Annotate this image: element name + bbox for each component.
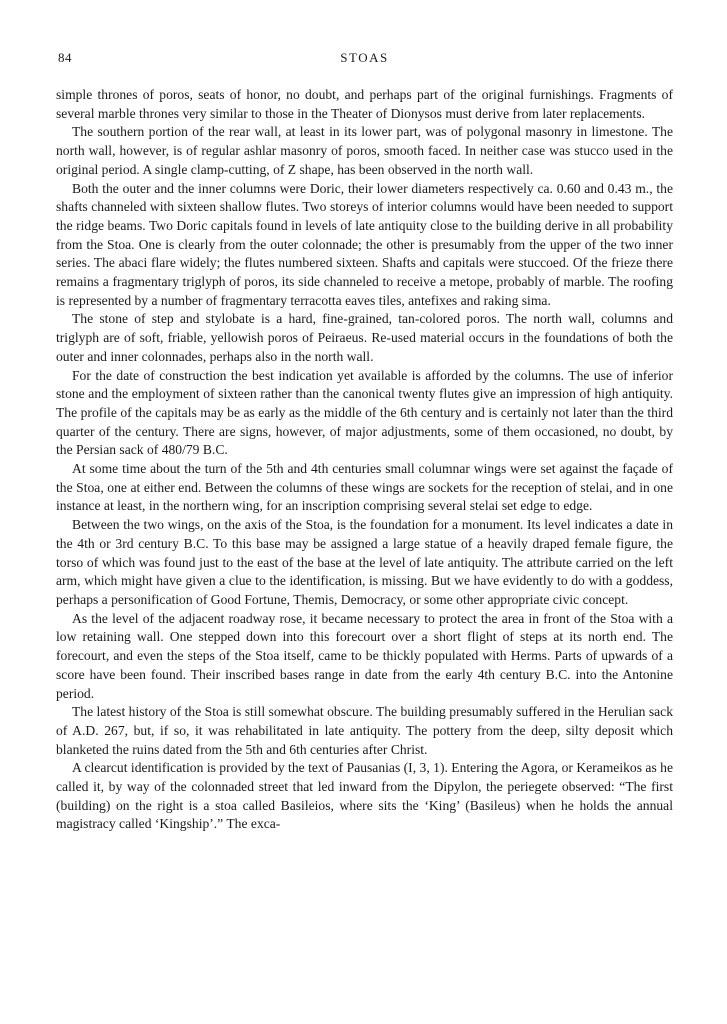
paragraph-wings: At some time about the turn of the 5th and 4th centuries small columnar wings were set against the façade of the Stoa, one at either end. Between the columns of these wings are sockets for the reception of stelai, and in one instance at least, in the northern wing, for an inscription comprising several stelai set edge to edge. [56,461,673,514]
paragraph-stone: The stone of step and stylobate is a hard, fine-grained, tan-colored poros. The north wall, columns and triglyph are of soft, friable, yellowish poros of Peiraeus. Re-used material occurs in the foundations of both the outer and inner colonnades, perhaps also in the north wall. [56,311,673,364]
running-title: STOAS [340,50,389,65]
paragraph-identification: A clearcut identification is provided by the text of Pausanias (I, 3, 1). Entering the Agora, or Kerameikos as he called it, by way of the colonnaded street that led inward from the Dipylon, the periegete observed: “The first (building) on the right is a stoa called Basileios, where sits the ‘King’ (Basileus) when he holds the annual magistracy called ‘Kingship’.” The exca- [56,760,673,832]
paragraph-monument: Between the two wings, on the axis of the Stoa, is the foundation for a monument. Its level indicates a date in the 4th or 3rd century B.C. To this base may be assigned a large statue of a heavily draped female figure, the torso of which was found just to the east of the base at the level of late antiquity. The attribute carried on the left arm, which might have given a clue to the identification, is missing. But we have evidently to do with a goddess, perhaps a personification of Good Fortune, Themis, Democracy, or some other appropriate civic concept. [56,517,673,607]
paragraph-columns: Both the outer and the inner columns were Doric, their lower diameters respectively ca. 0.60 and 0.43 m., the shafts channeled with sixteen shallow flutes. Two storeys of interior columns would have been needed to support the ridge beams. Two Doric capitals found in levels of late antiquity close to the building derive in all probability from the Stoa. One is clearly from the outer colonnade; the other is presumably from the upper of the two inner series. The abaci flare widely; the flutes numbered sixteen. Shafts and capitals were stuccoed. Of the frieze there remains a fragmentary triglyph of poros, its side channeled to receive a metope, probably of marble. The roofing is represented by a number of fragmentary terracotta eaves tiles, antefixes and raking sima. [56,180,673,308]
paragraph-late-history: The latest history of the Stoa is still somewhat obscure. The building presumably suffered in the Herulian sack of A.D. 267, but, if so, it was rehabilitated in late antiquity. The pottery from the deep, silty deposit which blanketed the ruins dated from the 5th and 6th centuries after Christ. [56,704,673,757]
paragraph-rear-wall: The southern portion of the rear wall, at least in its lower part, was of polygonal masonry in limestone. The north wall, however, is of regular ashlar masonry of poros, smooth faced. In neither case was stucco used in the original period. A single clamp-cutting, of Z shape, has been observed in the north wall. [56,124,673,177]
paragraph-thrones: simple thrones of poros, seats of honor, no doubt, and perhaps part of the original furnishings. Fragments of several marble thrones very similar to those in the Theater of Dionysos must derive from later replacements. [56,87,673,121]
body-text [56,86,673,834]
page-number: 84 [58,50,72,65]
paragraph-forecourt: As the level of the adjacent roadway rose, it became necessary to protect the area in front of the Stoa with a low retaining wall. One stepped down into this forecourt over a short flight of steps at its north end. The forecourt, and even the steps of the Stoa itself, came to be thickly populated with Herms. Parts of upwards of a score have been found. Their inscribed bases range in date from the early 4th century B.C. into the Antonine period. [56,610,673,701]
paragraph-date: For the date of construction the best indication yet available is afforded by the columns. The use of inferior stone and the employment of sixteen rather than the canonical twenty flutes give an impression of high antiquity. The profile of the capitals may be as early as the middle of the 6th century and is certainly not later than the third quarter of the century. There are signs, however, of major adjustments, some of them occasioned, no doubt, by the Persian sack of 480/79 B.C. [56,367,673,458]
document-page [56,50,673,834]
page-header [56,50,673,72]
